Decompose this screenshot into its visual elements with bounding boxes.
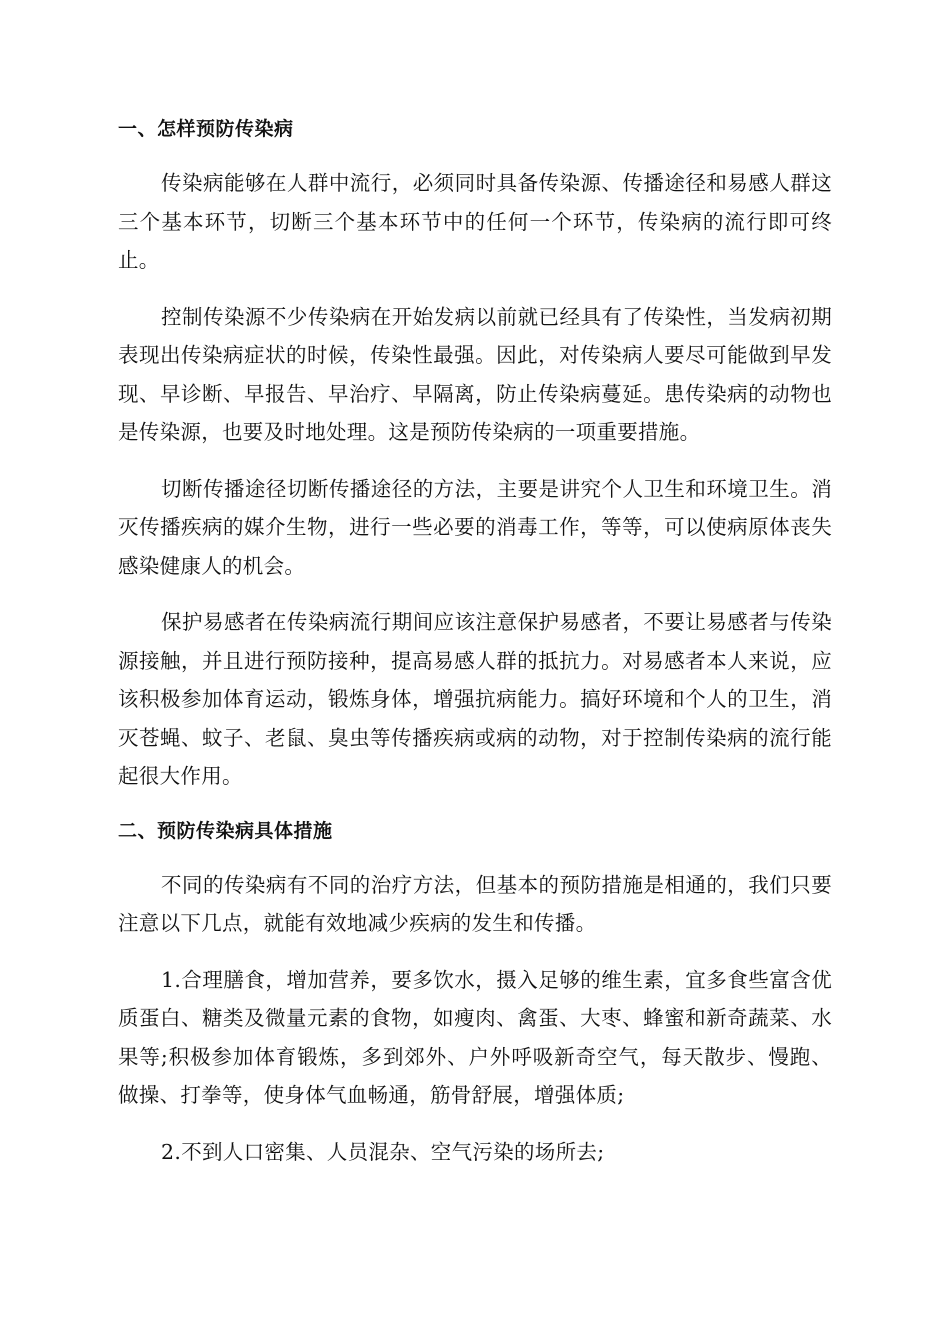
list-item-diet-exercise: 1.合理膳食，增加营养，要多饮水，摄入足够的维生素，宜多食些富含优质蛋白、糖类及微量元素的食物，如瘦肉、禽蛋、大枣、蜂蜜和新奇蔬菜、水果等;积极参加体育锻炼，多到郊外、户外呼吸新奇空气，每天散步、慢跑、做操、打拳等，使身体气血畅通，筋骨舒展，增强体质;	[118, 967, 832, 1107]
section-heading-measures: 二、预防传染病具体措施	[118, 819, 333, 842]
section-heading-prevention: 一、怎样预防传染病	[118, 118, 294, 140]
paragraph-measures-intro: 不同的传染病有不同的治疗方法，但基本的预防措施是相通的，我们只要注意以下几点，就能有效地减少疾病的发生和传播。	[118, 872, 832, 935]
paragraph-protect-susceptible: 保护易感者在传染病流行期间应该注意保护易感者，不要让易感者与传染源接触，并且进行预防接种，提高易感人群的抵抗力。对易感者本人来说，应该积极参加体育运动，锻炼身体，增强抗病能力。搞好环境和个人的卫生，消灭苍蝇、蚊子、老鼠、臭虫等传播疾病或病的动物，对于控制传染病的流行能起很大作用。	[118, 610, 832, 788]
paragraph-control-source: 控制传染源不少传染病在开始发病以前就已经具有了传染性，当发病初期表现出传染病症状的时候，传染性最强。因此，对传染病人要尽可能做到早发现、早诊断、早报告、早治疗、早隔离，防止传染病蔓延。患传染病的动物也是传染源，也要及时地处理。这是预防传染病的一项重要措施。	[118, 304, 832, 444]
list-item-avoid-crowds: 2.不到人口密集、人员混杂、空气污染的场所去;	[161, 1139, 605, 1164]
paragraph-cut-transmission: 切断传播途径切断传播途径的方法，主要是讲究个人卫生和环境卫生。消灭传播疾病的媒介生物，进行一些必要的消毒工作，等等，可以使病原体丧失感染健康人的机会。	[118, 476, 832, 578]
document-body	[118, 114, 832, 1171]
paragraph-transmission-conditions: 传染病能够在人群中流行，必须同时具备传染源、传播途径和易感人群这三个基本环节，切断三个基本环节中的任何一个环节，传染病的流行即可终止。	[118, 171, 832, 272]
